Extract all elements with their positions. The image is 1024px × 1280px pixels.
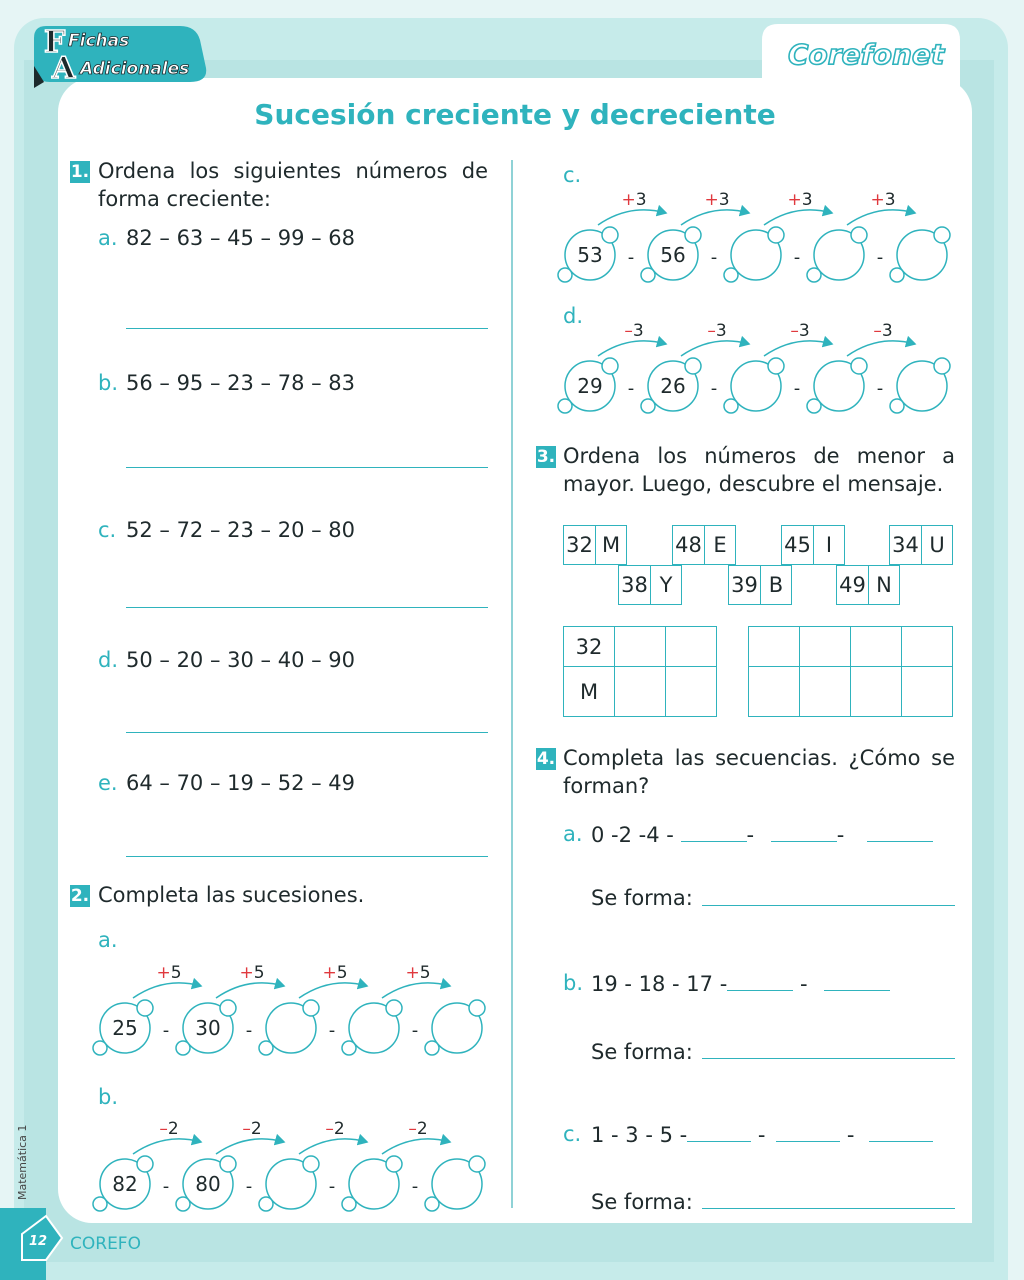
chain-separator: -: [793, 378, 801, 399]
chain-separator: -: [793, 247, 801, 268]
chain-step-label: +3: [621, 190, 647, 210]
badge-line2: Adicionales: [80, 59, 190, 79]
chain-node: [93, 1000, 153, 1055]
q1e-answer-line[interactable]: [126, 856, 488, 857]
tile: 48 E: [672, 525, 736, 565]
q1c-answer-line[interactable]: [126, 607, 488, 608]
q1-text: Ordena los siguientes números de forma creciente:: [98, 159, 488, 211]
chain-step-label: +5: [239, 963, 265, 983]
tile: 34 U: [889, 525, 953, 565]
chain-step-label: –2: [242, 1119, 262, 1139]
blank[interactable]: [776, 1122, 840, 1142]
q4c-start: 1 - 3 - 5 -: [591, 1123, 688, 1147]
chain-node[interactable]: [807, 227, 867, 282]
badge-line1: Fichas: [68, 31, 130, 51]
chain-step-label: –3: [790, 321, 810, 341]
blank[interactable]: [681, 822, 747, 842]
q4c-seforma-label: Se forma:: [591, 1190, 693, 1214]
chain-separator: -: [328, 1176, 336, 1197]
chain-arrow: [216, 983, 284, 998]
fichas-adicionales-badge: [30, 22, 226, 92]
chain-arrow: [764, 210, 832, 225]
q1d-answer-line[interactable]: [126, 732, 488, 733]
page-number-tab: [0, 1208, 70, 1280]
grid-cell[interactable]: [615, 667, 666, 717]
q4-text: Completa las secuencias. ¿Cómo se forman?: [563, 746, 955, 798]
q4b-sequence: 19 - 18 - 17 - -: [591, 971, 890, 996]
grid-cell: M: [564, 667, 615, 717]
q4a-seforma-line[interactable]: [702, 905, 955, 906]
grid-cell[interactable]: [615, 627, 666, 667]
chain-step-label: –3: [624, 321, 644, 341]
q2c-chain: [555, 183, 955, 283]
chain-separator: -: [876, 247, 884, 268]
q1b-answer-line[interactable]: [126, 467, 488, 468]
q4a-seforma-label: Se forma:: [591, 886, 693, 910]
tile: 45 I: [781, 525, 845, 565]
chain-value: 26: [660, 374, 686, 398]
chain-node[interactable]: [425, 1156, 485, 1211]
grid-cell[interactable]: [749, 627, 800, 667]
chain-arrow: [299, 983, 367, 998]
chain-node[interactable]: [890, 358, 950, 413]
chain-arrow: [382, 1139, 450, 1154]
q1c-label: c.: [98, 518, 117, 542]
page-number: 12: [28, 1234, 48, 1249]
footer-brand: COREFO: [70, 1234, 141, 1254]
q1d-label: d.: [98, 648, 119, 672]
chain-node: [641, 358, 701, 413]
q4b-seforma-label: Se forma:: [591, 1040, 693, 1064]
q1-number: 1.: [70, 162, 90, 182]
q2-number: 2.: [70, 886, 90, 906]
chain-arrow: [133, 1139, 201, 1154]
chain-arrow: [847, 341, 915, 356]
chain-value: 53: [577, 243, 603, 267]
chain-arrow: [382, 983, 450, 998]
chain-step-label: +3: [704, 190, 730, 210]
corefonet-brand: [758, 20, 964, 86]
chain-node: [93, 1156, 153, 1211]
q4a-start: 0 -2 -4 -: [591, 823, 674, 847]
chain-separator: -: [710, 247, 718, 268]
q1d-sequence: 50 – 20 – 30 – 40 – 90: [126, 648, 356, 672]
q4b-label: b.: [563, 971, 584, 995]
chain-arrow: [216, 1139, 284, 1154]
chain-separator: -: [245, 1176, 253, 1197]
grid-cell: 32: [564, 627, 615, 667]
grid-cell[interactable]: [800, 627, 851, 667]
chain-step-label: –2: [325, 1119, 345, 1139]
q2b-label: b.: [98, 1085, 119, 1109]
chain-step-label: –2: [159, 1119, 179, 1139]
q1e-sequence: 64 – 70 – 19 – 52 – 49: [126, 771, 356, 795]
chain-separator: -: [710, 378, 718, 399]
chain-arrow: [598, 341, 666, 356]
q4-number: 4.: [536, 749, 556, 769]
chain-step-label: +3: [787, 190, 813, 210]
blank[interactable]: [687, 1122, 751, 1142]
chain-separator: -: [876, 378, 884, 399]
answer-grid-right: [748, 626, 953, 717]
q4c-seforma-line[interactable]: [702, 1208, 955, 1209]
tile: 38 Y: [618, 565, 682, 605]
brand-text: Corefonet: [788, 38, 945, 71]
chain-value: 30: [195, 1016, 221, 1040]
chain-separator: -: [245, 1020, 253, 1041]
chain-value: 56: [660, 243, 686, 267]
q2a-chain: [90, 956, 490, 1056]
grid-cell[interactable]: [800, 667, 851, 717]
chain-separator: -: [162, 1020, 170, 1041]
chain-step-label: +5: [156, 963, 182, 983]
chain-value: 29: [577, 374, 603, 398]
page-title: Sucesión creciente y decreciente: [254, 98, 776, 131]
q4b-seforma-line[interactable]: [702, 1058, 955, 1059]
q1b-label: b.: [98, 371, 119, 395]
blank[interactable]: [727, 971, 793, 991]
chain-separator: -: [162, 1176, 170, 1197]
chain-step-label: +3: [870, 190, 896, 210]
q4c-sequence: 1 - 3 - 5 - - -: [591, 1122, 933, 1147]
q2b-chain: [90, 1112, 490, 1212]
chain-separator: -: [411, 1176, 419, 1197]
q2c-label: c.: [563, 163, 582, 187]
blank[interactable]: [869, 1122, 933, 1142]
chain-value: 82: [112, 1172, 138, 1196]
svg-text:A: A: [52, 51, 76, 86]
tile: 32 M: [563, 525, 627, 565]
chain-node[interactable]: [259, 1000, 319, 1055]
grid-cell[interactable]: [902, 667, 953, 717]
chain-arrow: [299, 1139, 367, 1154]
chain-node[interactable]: [425, 1000, 485, 1055]
chain-node[interactable]: [724, 227, 784, 282]
chain-step-label: –3: [873, 321, 893, 341]
chain-node: [558, 358, 618, 413]
chain-node: [558, 227, 618, 282]
q1a-sequence: 82 – 63 – 45 – 99 – 68: [126, 226, 356, 250]
q4c-label: c.: [563, 1122, 582, 1146]
grid-cell[interactable]: [666, 627, 717, 667]
chain-separator: -: [411, 1020, 419, 1041]
chain-arrow: [681, 341, 749, 356]
grid-cell[interactable]: [851, 667, 902, 717]
chain-step-label: –3: [707, 321, 727, 341]
chain-value: 80: [195, 1172, 221, 1196]
chain-arrow: [681, 210, 749, 225]
q2a-label: a.: [98, 928, 118, 952]
q3-number: 3.: [536, 447, 556, 467]
chain-node[interactable]: [724, 358, 784, 413]
chain-arrow: [598, 210, 666, 225]
chain-separator: -: [328, 1020, 336, 1041]
blank[interactable]: [867, 822, 933, 842]
q1a-label: a.: [98, 226, 118, 250]
chain-node[interactable]: [807, 358, 867, 413]
chain-value: 25: [112, 1016, 138, 1040]
blank[interactable]: [824, 971, 890, 991]
q3-text: Ordena los números de menor a mayor. Luego, descubre el mensaje.: [563, 444, 955, 496]
chain-node: [176, 1000, 236, 1055]
tile: 49 N: [836, 565, 900, 605]
side-subject: Matemática 1: [16, 1124, 29, 1200]
chain-step-label: +5: [405, 963, 431, 983]
q2-text: Completa las sucesiones.: [98, 883, 365, 907]
chain-separator: -: [627, 378, 635, 399]
chain-step-label: +5: [322, 963, 348, 983]
q1b-sequence: 56 – 95 – 23 – 78 – 83: [126, 371, 356, 395]
q1e-label: e.: [98, 771, 118, 795]
q4a-sequence: 0 -2 -4 - - -: [591, 822, 933, 847]
q4a-label: a.: [563, 822, 583, 846]
grid-cell[interactable]: [902, 627, 953, 667]
chain-node[interactable]: [342, 1156, 402, 1211]
q1a-answer-line[interactable]: [126, 328, 488, 329]
grid-cell[interactable]: [749, 667, 800, 717]
chain-node[interactable]: [342, 1000, 402, 1055]
column-divider: [511, 160, 513, 1208]
blank[interactable]: [771, 822, 837, 842]
chain-node[interactable]: [259, 1156, 319, 1211]
chain-node[interactable]: [890, 227, 950, 282]
chain-arrow: [847, 210, 915, 225]
chain-arrow: [133, 983, 201, 998]
chain-separator: -: [627, 247, 635, 268]
answer-grid-left: [563, 626, 717, 717]
grid-cell[interactable]: [851, 627, 902, 667]
grid-cell[interactable]: [666, 667, 717, 717]
q2d-chain: [555, 314, 955, 414]
chain-arrow: [764, 341, 832, 356]
q4b-start: 19 - 18 - 17 -: [591, 972, 728, 996]
chain-node: [176, 1156, 236, 1211]
chain-step-label: –2: [408, 1119, 428, 1139]
q1c-sequence: 52 – 72 – 23 – 20 – 80: [126, 518, 356, 542]
q2d-label: d.: [563, 304, 584, 328]
chain-node: [641, 227, 701, 282]
tile: 39 B: [728, 565, 792, 605]
svg-text:F: F: [44, 25, 66, 60]
